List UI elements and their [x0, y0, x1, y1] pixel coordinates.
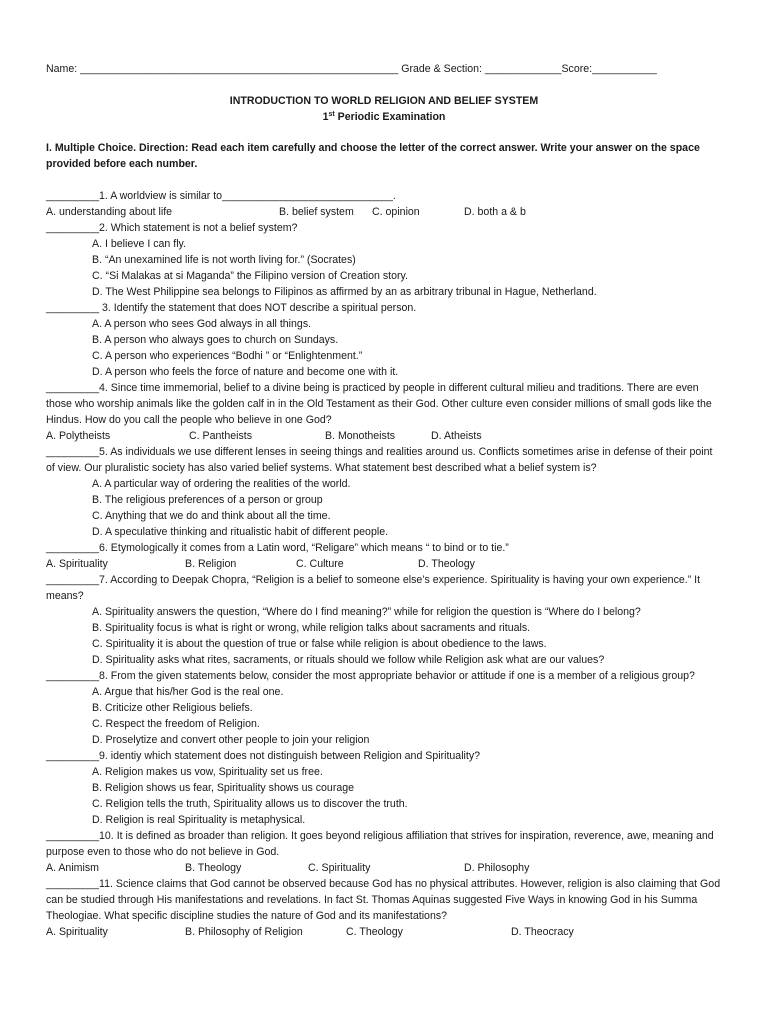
question-stem: _________11. Science claims that God cannot be observed because God has no physical attributes. However, religion is also claiming that God can be studied through His manifestations and revelations. In fact St. Thomas Aquinas suggested Five Ways in knowing God in his Summa Theologiae. What specific discipline studies the nature of God and its manifestations? — [46, 878, 721, 922]
answer-option: B. Theology — [185, 862, 242, 874]
options-row — [46, 204, 722, 220]
options-list — [46, 316, 722, 380]
answer-option: B. Religion — [185, 558, 237, 570]
question-item — [46, 748, 722, 828]
student-info-line: Name: ______________________________________________________ Grade & Section: _____________Score:___________ — [46, 63, 657, 75]
options-row — [46, 860, 722, 876]
options-list — [46, 476, 722, 540]
direction-text: I. Multiple Choice. Direction: Read each item carefully and choose the letter of the correct answer. Write your answer on the space provided before each number. — [46, 142, 700, 170]
question-stem: _________10. It is defined as broader than religion. It goes beyond religious affiliation that strives for inspiration, reverence, awe, meaning and purpose even to those who do not believe in God. — [46, 830, 714, 858]
answer-option: A. Spirituality — [46, 558, 108, 570]
answer-option: A. Spirituality answers the question, “Where do I find meaning?” while for religion the question is “Where do I belong? — [92, 606, 641, 618]
answer-option: B. Spirituality focus is what is right or wrong, while religion talks about sacraments and rituals. — [92, 622, 531, 634]
answer-option: D. A speculative thinking and ritualistic habit of different people. — [92, 526, 389, 538]
exam-title: INTRODUCTION TO WORLD RELIGION AND BELIEF SYSTEM — [229, 95, 539, 107]
question-stem: _________6. Etymologically it comes from a Latin word, “Religare” which means “ to bind or to tie.” — [46, 542, 509, 554]
question-stem: _________4. Since time immemorial, belief to a divine being is practiced by people in different cultural milieu and traditions. There are even those who worship animals like the golden calf in in the Old Testament as their God. Other culture even consider millions of small gods like the Hindus. How do you call the people who believe in one God? — [46, 382, 712, 426]
answer-option: B. Religion shows us fear, Spirituality shows us courage — [92, 782, 355, 794]
question-stem: _________1. A worldview is similar to_____________________________. — [46, 190, 396, 202]
answer-option: B. “An unexamined life is not worth living for.” (Socrates) — [92, 254, 356, 266]
answer-option: D. Theology — [418, 558, 475, 570]
question-item — [46, 220, 722, 300]
answer-option: C. Culture — [296, 558, 344, 570]
answer-option: C. Religion tells the truth, Spirituality allows us to discover the truth. — [92, 798, 408, 810]
answer-option: A. Animism — [46, 862, 99, 874]
answer-option: A. Polytheists — [46, 430, 111, 442]
question-stem: _________7. According to Deepak Chopra, “Religion is a belief to someone else’s experience. Spirituality is having your own experience.” It means? — [46, 574, 701, 602]
answer-option: A. Religion makes us vow, Spirituality set us free. — [92, 766, 323, 778]
question-stem: _________ 3. Identify the statement that does NOT describe a spiritual person. — [46, 302, 417, 314]
answer-option: D. A person who feels the force of nature and become one with it. — [92, 366, 399, 378]
options-row — [46, 428, 722, 444]
exam-subtitle: 1st Periodic Examination — [322, 111, 446, 123]
question-item — [46, 444, 722, 540]
answer-option: A. Argue that his/her God is the real one. — [92, 686, 284, 698]
question-stem: _________8. From the given statements below, consider the most appropriate behavior or attitude if one is a member of a religious group? — [46, 670, 695, 682]
answer-option: C. opinion — [372, 206, 420, 218]
answer-option: D. Religion is real Spirituality is metaphysical. — [92, 814, 306, 826]
answer-option: D. both a & b — [464, 206, 526, 218]
question-item — [46, 876, 722, 940]
question-item — [46, 300, 722, 380]
answer-option: B. Monotheists — [325, 430, 396, 442]
answer-option: D. Spirituality asks what rites, sacraments, or rituals should we follow while Religion ask what are our values? — [92, 654, 605, 666]
answer-option: C. Anything that we do and think about all the time. — [92, 510, 331, 522]
answer-option: C. Spirituality it is about the question of true or false while religion is about obedience to the laws. — [92, 638, 547, 650]
answer-option: C. Theology — [346, 926, 403, 938]
answer-option: C. Pantheists — [189, 430, 253, 442]
answer-option: C. A person who experiences “Bodhi ” or “Enlightenment.” — [92, 350, 363, 362]
answer-option: D. The West Philippine sea belongs to Filipinos as affirmed by an as arbitrary tribunal in Hague, Netherland. — [92, 286, 597, 298]
answer-option: A. A person who sees God always in all things. — [92, 318, 312, 330]
answer-option: C. Spirituality — [308, 862, 371, 874]
answer-option: A. I believe I can fly. — [92, 238, 187, 250]
options-list — [46, 604, 722, 668]
question-item — [46, 188, 722, 220]
answer-option: D. Theocracy — [511, 926, 574, 938]
options-row — [46, 924, 722, 940]
answer-option: A. understanding about life — [46, 206, 173, 218]
answer-option: D. Atheists — [431, 430, 482, 442]
options-row — [46, 556, 722, 572]
options-list — [46, 684, 722, 748]
question-item — [46, 668, 722, 748]
question-stem: _________5. As individuals we use different lenses in seeing things and realities around us. Conflicts sometimes arise in defense of their point of view. Our pluralistic society has also varied belief systems. What statement best described what a belief system is? — [46, 446, 713, 474]
question-item — [46, 572, 722, 668]
question-item — [46, 380, 722, 444]
question-item — [46, 540, 722, 572]
answer-option: C. Respect the freedom of Religion. — [92, 718, 260, 730]
answer-option: B. belief system — [279, 206, 354, 218]
answer-option: C. “Si Malakas at si Maganda” the Filipino version of Creation story. — [92, 270, 408, 282]
answer-option: B. The religious preferences of a person or group — [92, 494, 323, 506]
question-stem: _________2. Which statement is not a belief system? — [46, 222, 298, 234]
answer-option: D. Proselytize and convert other people to join your religion — [92, 734, 370, 746]
answer-option: A. Spirituality — [46, 926, 108, 938]
question-item — [46, 828, 722, 876]
options-list — [46, 764, 722, 828]
answer-option: A. A particular way of ordering the realities of the world. — [92, 478, 351, 490]
question-list — [46, 188, 722, 940]
answer-option: B. A person who always goes to church on Sundays. — [92, 334, 339, 346]
answer-option: D. Philosophy — [464, 862, 530, 874]
question-stem: _________9. identiy which statement does not distinguish between Religion and Spirituality? — [46, 750, 481, 762]
answer-option: B. Criticize other Religious beliefs. — [92, 702, 253, 714]
options-list — [46, 236, 722, 300]
answer-option: B. Philosophy of Religion — [185, 926, 303, 938]
